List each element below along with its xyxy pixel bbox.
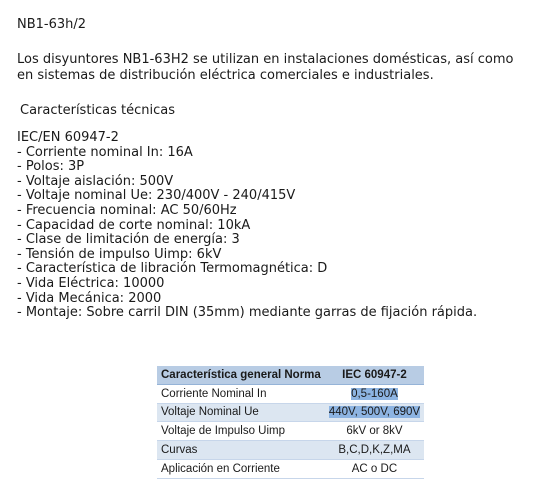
- intro-paragraph: Los disyuntores NB1-63H2 se utilizan en instalaciones domésticas, así como en sistemas de distribución eléctrica comerciales e industriales.: [17, 52, 514, 83]
- table-cell-value: AC o DC: [351, 462, 398, 475]
- norm-table: [157, 366, 424, 479]
- table-row: [157, 384, 424, 403]
- section-heading: Características técnicas: [20, 103, 176, 118]
- spec-item: - Voltaje aislación: 500V: [17, 173, 174, 189]
- table-header-label: Característica general Norma: [157, 366, 325, 384]
- table-header-row: [157, 366, 424, 384]
- spec-item: - Clase de limitación de energía: 3: [17, 232, 240, 248]
- table-row: [157, 441, 424, 460]
- table-cell-label: Curvas: [157, 441, 325, 460]
- spec-item: - Capacidad de corte nominal: 10kA: [17, 217, 251, 233]
- table-cell-label: Aplicación en Corriente: [161, 462, 280, 475]
- spec-item: - Vida Eléctrica: 10000: [17, 275, 165, 291]
- table-row: [157, 403, 424, 422]
- spec-item: - Polos: 3P: [17, 159, 85, 175]
- spec-item: - Corriente nominal In: 16A: [17, 144, 193, 160]
- spec-list: [17, 131, 477, 321]
- spec-item: - Tensión de impulso Uimp: 6kV: [17, 246, 222, 262]
- highlighted-value: 440V, 500V, 690V: [328, 406, 421, 419]
- table-cell-label: Voltaje Nominal Ue: [157, 403, 325, 422]
- table-cell-value: [325, 384, 424, 403]
- spec-item: - Voltaje nominal Ue: 230/400V - 240/415V: [17, 188, 296, 204]
- table-cell-value: 6kV or 8kV: [346, 425, 403, 438]
- spec-item: - Montaje: Sobre carril DIN (35mm) mediante garras de fijación rápida.: [17, 305, 478, 321]
- table-cell-value: [325, 403, 424, 422]
- table-row: [157, 459, 424, 478]
- table-cell-value: B,C,D,K,Z,MA: [325, 441, 424, 460]
- spec-item: - Vida Mecánica: 2000: [17, 290, 162, 306]
- table-cell-label: Corriente Nominal In: [161, 387, 267, 400]
- product-title: NB1-63h/2: [17, 17, 87, 32]
- spec-item: - Característica de libración Termomagnética: D: [17, 261, 328, 277]
- spec-standard: IEC/EN 60947-2: [17, 130, 119, 145]
- table-cell-label: Voltaje de Impulso Uimp: [161, 425, 286, 438]
- table-row: [157, 422, 424, 441]
- spec-item: - Frecuencia nominal: AC 50/60Hz: [17, 202, 237, 218]
- table-header-value: IEC 60947-2: [325, 366, 424, 384]
- highlighted-value: 0,5-160A: [351, 387, 398, 400]
